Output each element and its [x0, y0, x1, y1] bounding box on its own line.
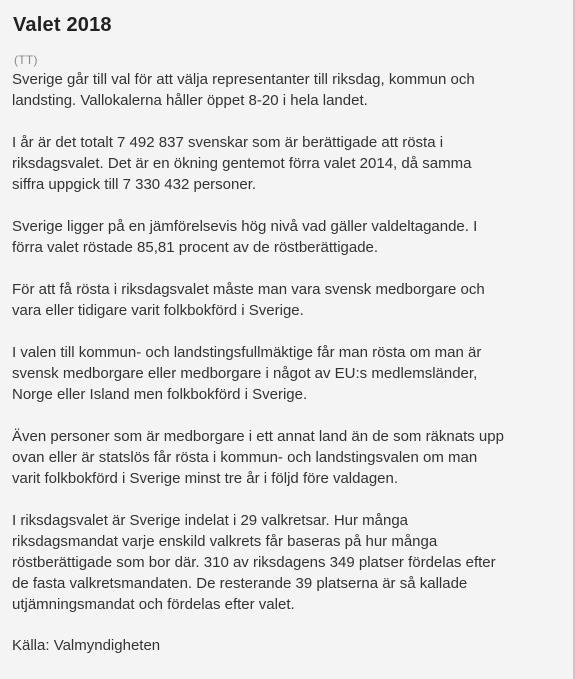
paragraph-line: I riksdagsvalet är Sverige indelat i 29 valkretsar. Hur många	[12, 512, 409, 529]
paragraph-constituencies	[12, 510, 562, 615]
paragraph-riksdag-eligibility	[12, 279, 562, 321]
article-title: Valet 2018	[13, 14, 112, 36]
paragraph-line: utjämningsmandat och fördelas efter valet.	[12, 596, 295, 613]
paragraph-line: I valen till kommun- och landstingsfullmäktige får man rösta om man är	[12, 344, 482, 361]
paragraph-intro	[12, 69, 562, 111]
paragraph-line: Sverige ligger på en jämförelsevis hög nivå vad gäller valdeltagande. I	[12, 218, 478, 235]
paragraph-line: I år är det totalt 7 492 837 svenskar som är berättigade att rösta i	[12, 134, 444, 151]
paragraph-municipal-eligibility	[12, 342, 562, 405]
paragraph-line: landsting. Vallokalerna håller öppet 8-20 i hela landet.	[12, 92, 368, 109]
paragraph-line: de fasta valkretsmandaten. De resterande 39 platserna är så kallade	[12, 575, 468, 592]
paragraph-line: Norge eller Island men folkbokförd i Sverige.	[12, 386, 308, 403]
source-credit: Källa: Valmyndigheten	[12, 637, 161, 654]
paragraph-foreign-citizens	[12, 426, 562, 489]
paragraph-line: förra valet röstade 85,81 procent av de röstberättigade.	[12, 239, 379, 256]
paragraph-line: varit folkbokförd i Sverige minst tre år i följd före valdagen.	[12, 470, 399, 487]
paragraph-eligible-voters	[12, 132, 562, 195]
paragraph-line: riksdagsvalet. Det är en ökning gentemot förra valet 2014, då samma	[12, 155, 472, 172]
paragraph-line: För att få rösta i riksdagsvalet måste man vara svensk medborgare och	[12, 281, 485, 298]
paragraph-line: vara eller tidigare varit folkbokförd i Sverige.	[12, 302, 304, 319]
paragraph-line: röstberättigade som bor där. 310 av riksdagens 349 platser fördelas efter	[12, 554, 496, 571]
paragraph-line: Sverige går till val för att välja representanter till riksdag, kommun och	[12, 71, 475, 88]
paragraph-line: svensk medborgare eller medborgare i något av EU:s medlemsländer,	[12, 365, 478, 382]
paragraph-line: Även personer som är medborgare i ett annat land än de som räknats upp	[12, 428, 504, 445]
source-tag: (TT)	[14, 53, 38, 67]
paragraph-line: siffra uppgick till 7 330 432 personer.	[12, 176, 257, 193]
paragraph-turnout	[12, 216, 562, 258]
paragraph-line: ovan eller är statslös får rösta i kommun- och landstingsvalen om man	[12, 449, 478, 466]
paragraph-line: riksdagsmandat varje enskild valkrets får baseras på hur många	[12, 533, 438, 550]
